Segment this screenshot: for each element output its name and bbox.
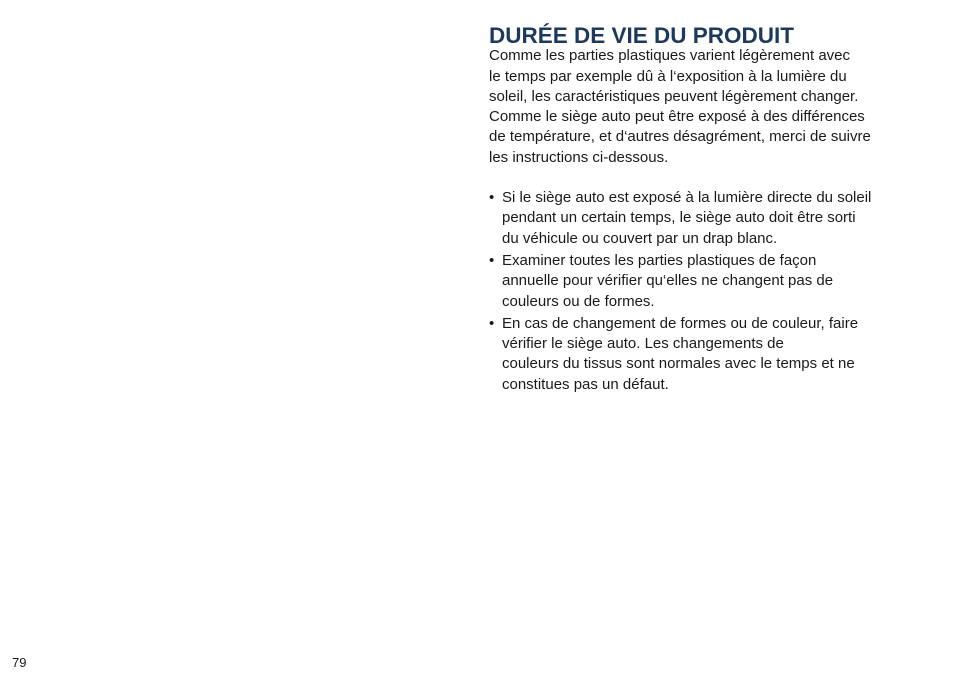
- intro-line: Comme les parties plastiques varient légèrement avec: [489, 47, 851, 65]
- list-item-line: du véhicule ou couvert par un drap blanc.: [502, 229, 778, 247]
- list-item-line: couleurs ou de formes.: [502, 292, 655, 310]
- intro-line: Comme le siège auto peut être exposé à des différences: [489, 108, 865, 126]
- page-number: 79: [12, 655, 27, 670]
- intro-paragraph: [489, 46, 929, 168]
- list-item-line: Examiner toutes les parties plastiques de façon: [502, 251, 817, 269]
- bullet-icon: •: [489, 251, 495, 269]
- intro-line: soleil, les caractéristiques peuvent légèrement changer.: [489, 87, 859, 105]
- list-item-line: constitues pas un défaut.: [502, 375, 669, 393]
- bullet-icon: •: [489, 314, 495, 332]
- list-item: [489, 188, 929, 249]
- list-item-line: Si le siège auto est exposé à la lumière directe du soleil: [502, 189, 872, 207]
- list-item: [489, 251, 929, 312]
- list-item-line: annuelle pour vérifier qu‘elles ne changent pas de: [502, 272, 834, 290]
- intro-line: de température, et d‘autres désagrément, merci de suivre: [489, 128, 871, 146]
- content-column: [489, 23, 929, 397]
- instruction-list: [489, 188, 929, 395]
- list-item-line: vérifier le siège auto. Les changements de: [502, 335, 784, 353]
- intro-line: les instructions ci-dessous.: [489, 148, 669, 166]
- intro-line: le temps par exemple dû à l‘exposition à la lumière du: [489, 67, 847, 85]
- section-heading: DURÉE DE VIE DU PRODUIT: [489, 23, 795, 48]
- list-item-line: pendant un certain temps, le siège auto doit être sorti: [502, 209, 856, 227]
- list-item: [489, 314, 929, 395]
- bullet-icon: •: [489, 189, 495, 207]
- list-item-line: En cas de changement de formes ou de couleur, faire: [502, 314, 859, 332]
- list-item-line: couleurs du tissus sont normales avec le temps et ne: [502, 355, 855, 373]
